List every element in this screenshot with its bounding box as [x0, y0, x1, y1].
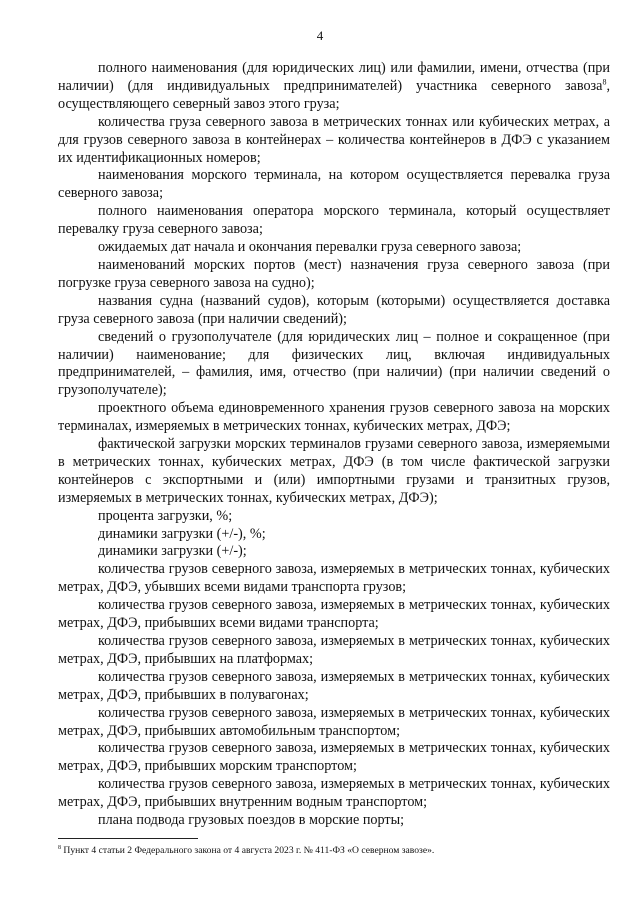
footnote-reference: 8 — [602, 77, 607, 87]
paragraph-text: количества грузов северного завоза, измеряемых в метрических тоннах, кубических метрах, ДФЭ, прибывших в полувагонах; — [58, 668, 610, 703]
document-body — [58, 60, 610, 830]
paragraph — [58, 167, 610, 203]
paragraph — [58, 203, 610, 239]
footnote — [58, 845, 618, 857]
paragraph-text: проектного объема единовременного хранения грузов северного завоза на морских терминалах, измеряемых в метрических тоннах, кубических метрах, ДФЭ; — [58, 400, 610, 435]
paragraph-text: плана подвода грузовых поездов в морские порты; — [98, 812, 405, 829]
footnote-divider — [58, 838, 198, 839]
paragraph-text: количества грузов северного завоза, измеряемых в метрических тоннах, кубических метрах, ДФЭ, прибывших автомобильным транспортом; — [58, 704, 610, 739]
paragraph-text: количества грузов северного завоза, измеряемых в метрических тоннах, кубических метрах, ДФЭ, прибывших морским транспортом; — [58, 740, 610, 775]
paragraph — [58, 60, 610, 114]
paragraph — [58, 526, 610, 544]
footnote-text: Пункт 4 статьи 2 Федерального закона от 4 августа 2023 г. № 411-ФЗ «О северном завозе». — [61, 845, 435, 856]
paragraph — [58, 329, 610, 401]
paragraph — [58, 508, 610, 526]
paragraph-text: полного наименования оператора морского терминала, который осуществляет перевалку груза северного завоза; — [58, 203, 610, 238]
paragraph-text: сведений о грузополучателе (для юридических лиц – полное и сокращенное (при наличии) наименование; для физических лиц, включая индивидуальных предпринимателей, – фамилия, имя, отчество (при наличии) (при наличии сведений о грузополучателе); — [58, 328, 610, 399]
paragraph-text: количества грузов северного завоза, измеряемых в метрических тоннах, кубических метрах, ДФЭ, прибывших на платформах; — [58, 633, 610, 667]
paragraph-text: количества грузов северного завоза, измеряемых в метрических тоннах, кубических метрах, ДФЭ, убывших всеми видами транспорта грузов; — [58, 561, 610, 596]
paragraph-text: полного наименования (для юридических лиц) или фамилии, имени, отчества (при наличии) (для индивидуальных предпринимателей) участника северного завоза — [58, 60, 610, 94]
page-number: 4 — [316, 28, 324, 43]
paragraph — [58, 597, 610, 633]
paragraph-text: фактической загрузки морских терминалов грузами северного завоза, измеряемыми в метрических тоннах, кубических метрах, ДФЭ (в том числе фактической загрузки контейнеров с экспортными и (или) импортными грузами и транзитных грузов, измеряемых в метрических тоннах, кубических метрах, ДФЭ); — [58, 436, 610, 506]
paragraph-text: количества грузов северного завоза, измеряемых в метрических тоннах, кубических метрах, ДФЭ, прибывших всеми видами транспорта; — [58, 597, 610, 632]
paragraph — [58, 436, 610, 508]
paragraph — [58, 740, 610, 776]
paragraph-text: количества грузов северного завоза, измеряемых в метрических тоннах, кубических метрах, ДФЭ, прибывших внутренним водным транспортом; — [58, 776, 610, 811]
paragraph — [58, 543, 610, 561]
footnote-marker: 8 — [58, 844, 61, 851]
paragraph-text: названия судна (названий судов), которым (которыми) осуществляется доставка груза северного завоза (при наличии сведений); — [58, 292, 610, 327]
paragraph — [58, 257, 610, 293]
paragraph-text: динамики загрузки (+/-); — [98, 543, 247, 560]
paragraph — [58, 400, 610, 436]
paragraph — [58, 561, 610, 597]
paragraph — [58, 669, 610, 705]
paragraph-text: ожидаемых дат начала и окончания перевалки груза северного завоза; — [98, 239, 522, 256]
paragraph-text: наименования морского терминала, на котором осуществляется перевалка груза северного завоза; — [58, 167, 610, 202]
paragraph — [58, 633, 610, 669]
paragraph — [58, 776, 610, 812]
paragraph-text: количества груза северного завоза в метрических тоннах или кубических метрах, а для грузов северного завоза в контейнерах – количества контейнеров в ДФЭ с указанием их идентификационных номеров; — [58, 113, 610, 166]
paragraph — [58, 239, 610, 257]
paragraph — [58, 705, 610, 741]
paragraph-text: наименований морских портов (мест) назначения груза северного завоза (при погрузке груза северного завоза на судно); — [58, 256, 610, 291]
paragraph — [58, 812, 610, 830]
paragraph — [58, 114, 610, 168]
paragraph-text-continued: , осуществляющего северный завоз этого груза; — [58, 77, 610, 112]
paragraph — [58, 293, 610, 329]
paragraph-text: динамики загрузки (+/-), %; — [98, 525, 266, 542]
paragraph-text: процента загрузки, %; — [98, 507, 233, 524]
